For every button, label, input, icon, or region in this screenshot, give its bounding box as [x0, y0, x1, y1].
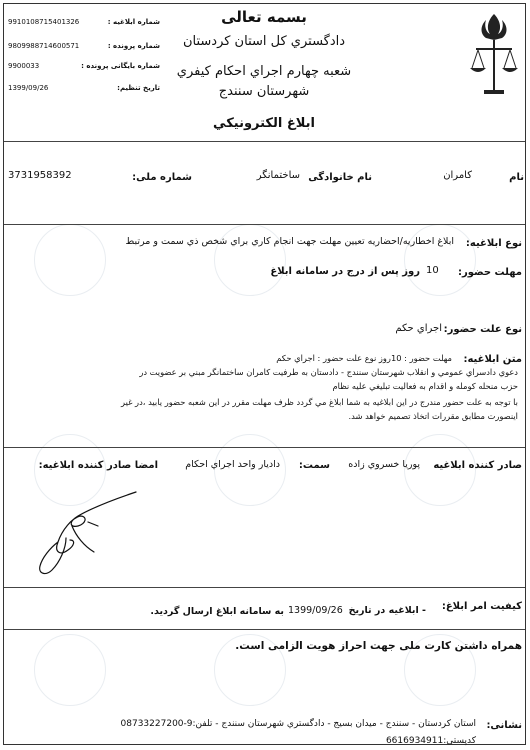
- body-line: مهلت حضور : 10روز نوع علت حضور : اجراي حكم: [276, 353, 452, 363]
- notice-type-label: نوع ابلاغیه:: [465, 238, 522, 249]
- notice-document: [3, 3, 526, 745]
- delivery-suffix: به سامانه ابلاغ ارسال گرديد.: [150, 606, 284, 617]
- archive-number-label: شماره بایگانی پرونده :: [81, 62, 160, 70]
- national-id-value: 3731958392: [8, 170, 72, 181]
- family-label: نام خانوادگی: [308, 172, 372, 183]
- issuer-label: صادر کننده ابلاغیه: [433, 460, 522, 471]
- deadline-days: 10: [426, 265, 439, 276]
- position-value: دادیار واحد اجراي احكام: [185, 459, 280, 470]
- watermark-emblem: [214, 434, 286, 506]
- national-id-label: شماره ملی:: [132, 172, 192, 183]
- notice-number-label: شماره ابلاغیه :: [107, 18, 160, 26]
- watermark-emblem: [34, 224, 106, 296]
- body-line: اينصورت مطابق مقررات اتخاذ تصميم خواهد شد.: [348, 411, 518, 421]
- notice-number-value: 9910108715401326: [8, 18, 80, 26]
- delivery-prefix: - ابلاغیه در تاریخ: [348, 605, 426, 616]
- address-label: نشانی:: [486, 720, 522, 731]
- case-number-label: شماره پرونده :: [107, 42, 160, 50]
- signature-label: امضا صادر کننده ابلاغیه:: [38, 460, 158, 471]
- body-line: با توجه به علت حضور مندرج در اين ابلاغيه به شما ابلاغ مي گردد ظرف مهلت مقرر در اين شعبه حضور يابيد ،در غير: [121, 397, 518, 407]
- divider: [4, 141, 525, 142]
- org-name: دادگستري كل استان كردستان: [182, 34, 346, 49]
- reason-value: اجراي حكم: [395, 323, 442, 334]
- branch-name: شعبه چهارم اجراي احكام كيفري: [176, 64, 352, 79]
- body-line: حزب منحله كومله و اقدام به فعاليت تبليغي عليه نظام: [332, 381, 518, 391]
- reason-label: نوع علت حضور:: [443, 324, 522, 335]
- city-name: شهرستان سنندج: [218, 84, 310, 99]
- watermark-emblem: [214, 224, 286, 296]
- watermark-emblem: [34, 634, 106, 706]
- judiciary-emblem-icon: [466, 10, 522, 102]
- watermark-emblem: [404, 224, 476, 296]
- archive-number-value: 9900033: [8, 62, 40, 70]
- issue-date-value: 1399/09/26: [8, 84, 49, 92]
- issuer-name: پوريا خسروي زاده: [348, 459, 420, 470]
- postal-code: كدپستی:6616934911: [385, 736, 476, 746]
- body-line: دعوي دادسراي عمومي و انقلاب شهرستان سنندج - دادستان به طرفيت كامران ساختمانگر مبني بر عضويت در: [139, 367, 518, 377]
- position-label: سمت:: [298, 460, 330, 471]
- body-label: متن ابلاغیه:: [463, 354, 522, 365]
- case-number-value: 9809988714600571: [8, 42, 80, 50]
- delivery-date: 1399/09/26: [288, 605, 343, 616]
- signature-image: [32, 486, 142, 581]
- divider: [4, 224, 525, 225]
- divider: [4, 447, 525, 448]
- issue-date-label: تاریخ تنظیم:: [117, 84, 160, 92]
- divider: [4, 587, 525, 588]
- deadline-text: روز پس از درج در سامانه ابلاغ: [270, 266, 420, 277]
- id-card-notice: همراه داشتن كارت ملی جهت احراز هويت الزامی است.: [235, 640, 522, 652]
- delivery-label: کیفیت امر ابلاغ:: [441, 601, 522, 612]
- name-value: كامران: [443, 170, 472, 181]
- divider: [4, 629, 525, 630]
- header-title: بسمه تعالی: [221, 8, 307, 26]
- document-title: ابلاغ الكترونيكي: [213, 116, 315, 131]
- family-value: ساختمانگر: [256, 170, 300, 181]
- address-value: استان كردستان - سنندج - ميدان بسيج - دادگستري شهرستان سنندج - تلفن:9-08733227200: [120, 719, 476, 729]
- notice-type-value: ابلاغ اخطاريه/احضاريه تعيين مهلت جهت انجام كاري براي شخص ذي سمت و مرتبط: [125, 236, 454, 247]
- deadline-label: مهلت حضور:: [457, 267, 522, 278]
- name-label: نام: [509, 172, 524, 183]
